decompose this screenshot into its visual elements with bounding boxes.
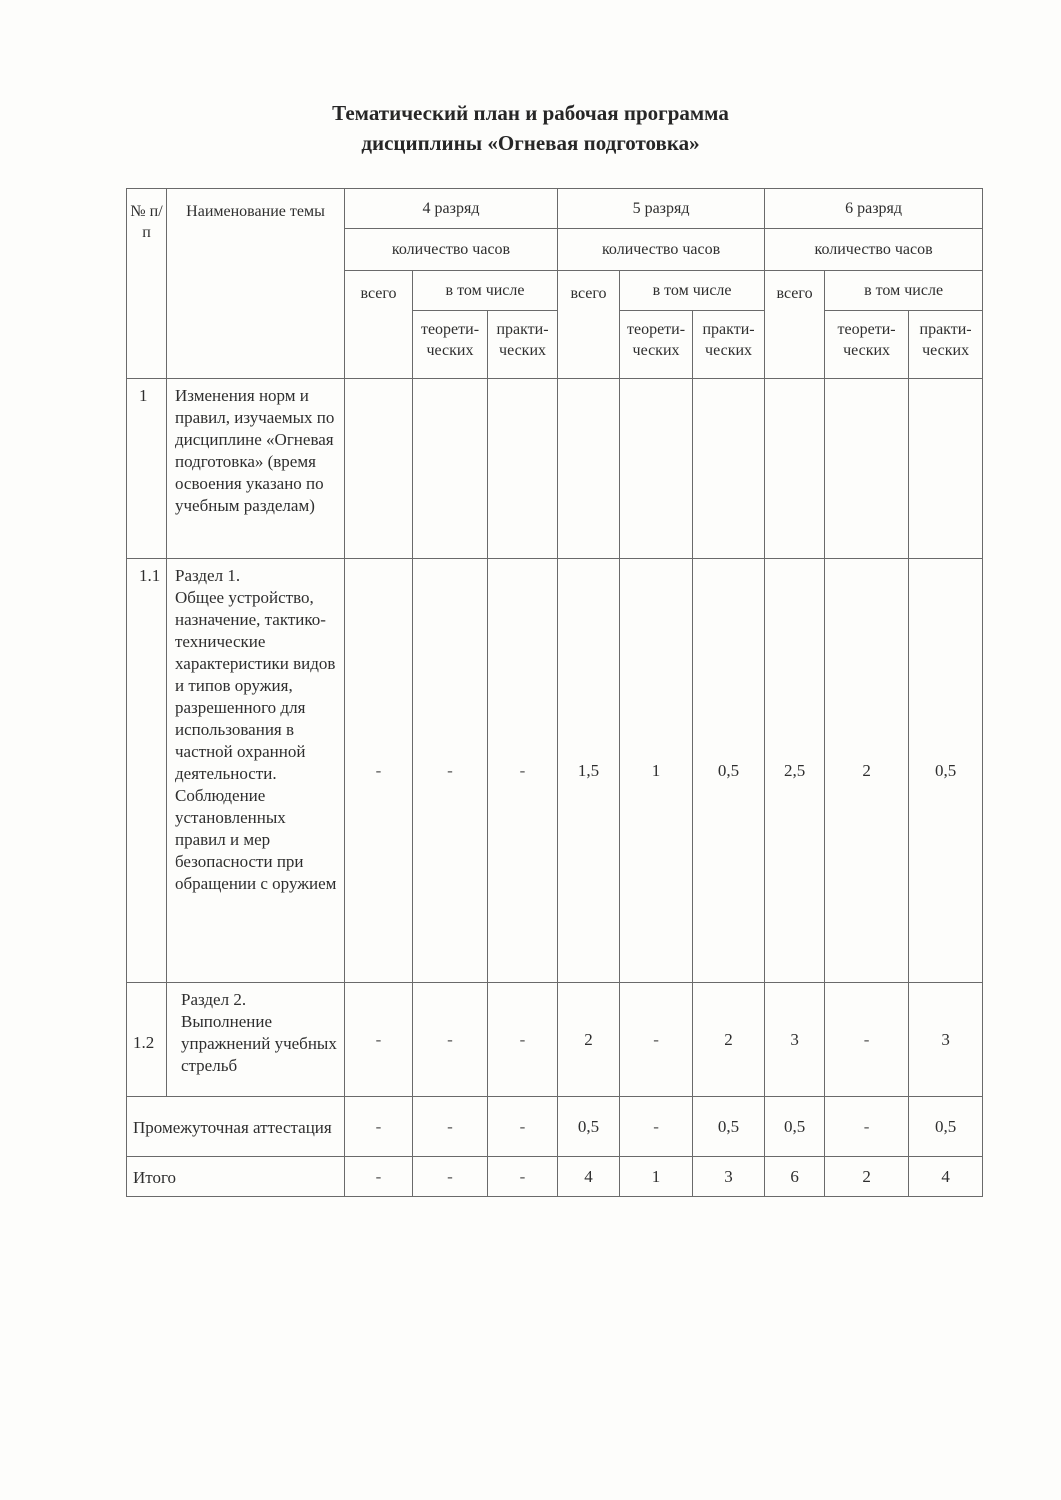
- header-including-6: в том числе: [825, 271, 983, 311]
- header-theory-4: теорети- ческих: [413, 311, 488, 379]
- cell-value: 3: [693, 1157, 765, 1197]
- header-grade-5: 5 разряд: [558, 189, 765, 229]
- cell-value: -: [345, 1157, 413, 1197]
- row-num: 1.1: [127, 559, 167, 983]
- cell-value: -: [825, 983, 909, 1097]
- total-label: Итого: [127, 1157, 345, 1197]
- cell-value: 2: [693, 983, 765, 1097]
- cell-value: 2,5: [765, 559, 825, 983]
- row-topic: Раздел 1. Общее устройство, назначение, тактико-технические характеристики видов и типов оружия, разрешенного для использования в частной охранной деятельности. Соблюдение установленных правил и мер безопасности при обращении с оружием: [167, 559, 345, 983]
- cell-value: 3: [909, 983, 983, 1097]
- header-practice-4: практи- ческих: [488, 311, 558, 379]
- cell-value: -: [413, 559, 488, 983]
- cell-value: 0,5: [693, 1097, 765, 1157]
- row-num: 1: [127, 379, 167, 559]
- header-total-5: всего: [558, 271, 620, 379]
- cell-value: -: [413, 983, 488, 1097]
- cell-value: -: [345, 559, 413, 983]
- header-hours-4: количество часов: [345, 229, 558, 271]
- cell-value: -: [413, 1097, 488, 1157]
- summary-label: Промежуточная аттестация: [127, 1097, 345, 1157]
- header-including-5: в том числе: [620, 271, 765, 311]
- cell-value: -: [620, 983, 693, 1097]
- cell-value: [693, 379, 765, 559]
- table-row: [127, 379, 983, 559]
- cell-value: [825, 379, 909, 559]
- cell-value: -: [825, 1097, 909, 1157]
- header-hours-5: количество часов: [558, 229, 765, 271]
- cell-value: 3: [765, 983, 825, 1097]
- cell-value: [413, 379, 488, 559]
- cell-value: [345, 379, 413, 559]
- summary-row: [127, 1097, 983, 1157]
- header-total-4: всего: [345, 271, 413, 379]
- header-theory-5: теорети- ческих: [620, 311, 693, 379]
- cell-value: 2: [558, 983, 620, 1097]
- row-topic: Изменения норм и правил, изучаемых по дисциплине «Огневая подготовка» (время освоения указано по учебным разделам): [167, 379, 345, 559]
- header-grade-4: 4 разряд: [345, 189, 558, 229]
- cell-value: 2: [825, 1157, 909, 1197]
- header-total-6: всего: [765, 271, 825, 379]
- title-line-1: Тематический план и рабочая программа: [332, 101, 729, 125]
- cell-value: 4: [558, 1157, 620, 1197]
- cell-value: -: [488, 983, 558, 1097]
- thematic-plan-table: [126, 188, 983, 1197]
- cell-value: 1: [620, 1157, 693, 1197]
- header-theory-6: теорети- ческих: [825, 311, 909, 379]
- summary-row: [127, 1157, 983, 1197]
- cell-value: -: [345, 1097, 413, 1157]
- cell-value: 1,5: [558, 559, 620, 983]
- cell-value: 2: [825, 559, 909, 983]
- cell-value: 0,5: [909, 559, 983, 983]
- header-practice-5: практи- ческих: [693, 311, 765, 379]
- table-row: [127, 559, 983, 983]
- cell-value: [765, 379, 825, 559]
- cell-value: 6: [765, 1157, 825, 1197]
- cell-value: [558, 379, 620, 559]
- cell-value: [488, 379, 558, 559]
- cell-value: -: [620, 1097, 693, 1157]
- table-row: [127, 983, 983, 1097]
- row-num: 1.2: [127, 983, 167, 1097]
- header-grade-6: 6 разряд: [765, 189, 983, 229]
- cell-value: 0,5: [909, 1097, 983, 1157]
- cell-value: -: [488, 559, 558, 983]
- cell-value: 4: [909, 1157, 983, 1197]
- header-num: № п/п: [127, 189, 167, 379]
- header-including-4: в том числе: [413, 271, 558, 311]
- header-practice-6: практи- ческих: [909, 311, 983, 379]
- header-hours-6: количество часов: [765, 229, 983, 271]
- cell-value: 1: [620, 559, 693, 983]
- cell-value: -: [345, 983, 413, 1097]
- cell-value: -: [488, 1097, 558, 1157]
- cell-value: -: [413, 1157, 488, 1197]
- header-name: Наименование темы: [167, 189, 345, 379]
- cell-value: 0,5: [693, 559, 765, 983]
- cell-value: [909, 379, 983, 559]
- document-title: [0, 98, 1061, 158]
- cell-value: 0,5: [765, 1097, 825, 1157]
- cell-value: -: [488, 1157, 558, 1197]
- cell-value: 0,5: [558, 1097, 620, 1157]
- title-line-2: дисциплины «Огневая подготовка»: [361, 131, 700, 155]
- row-topic: Раздел 2. Выполнение упражнений учебных стрельб: [167, 983, 345, 1097]
- cell-value: [620, 379, 693, 559]
